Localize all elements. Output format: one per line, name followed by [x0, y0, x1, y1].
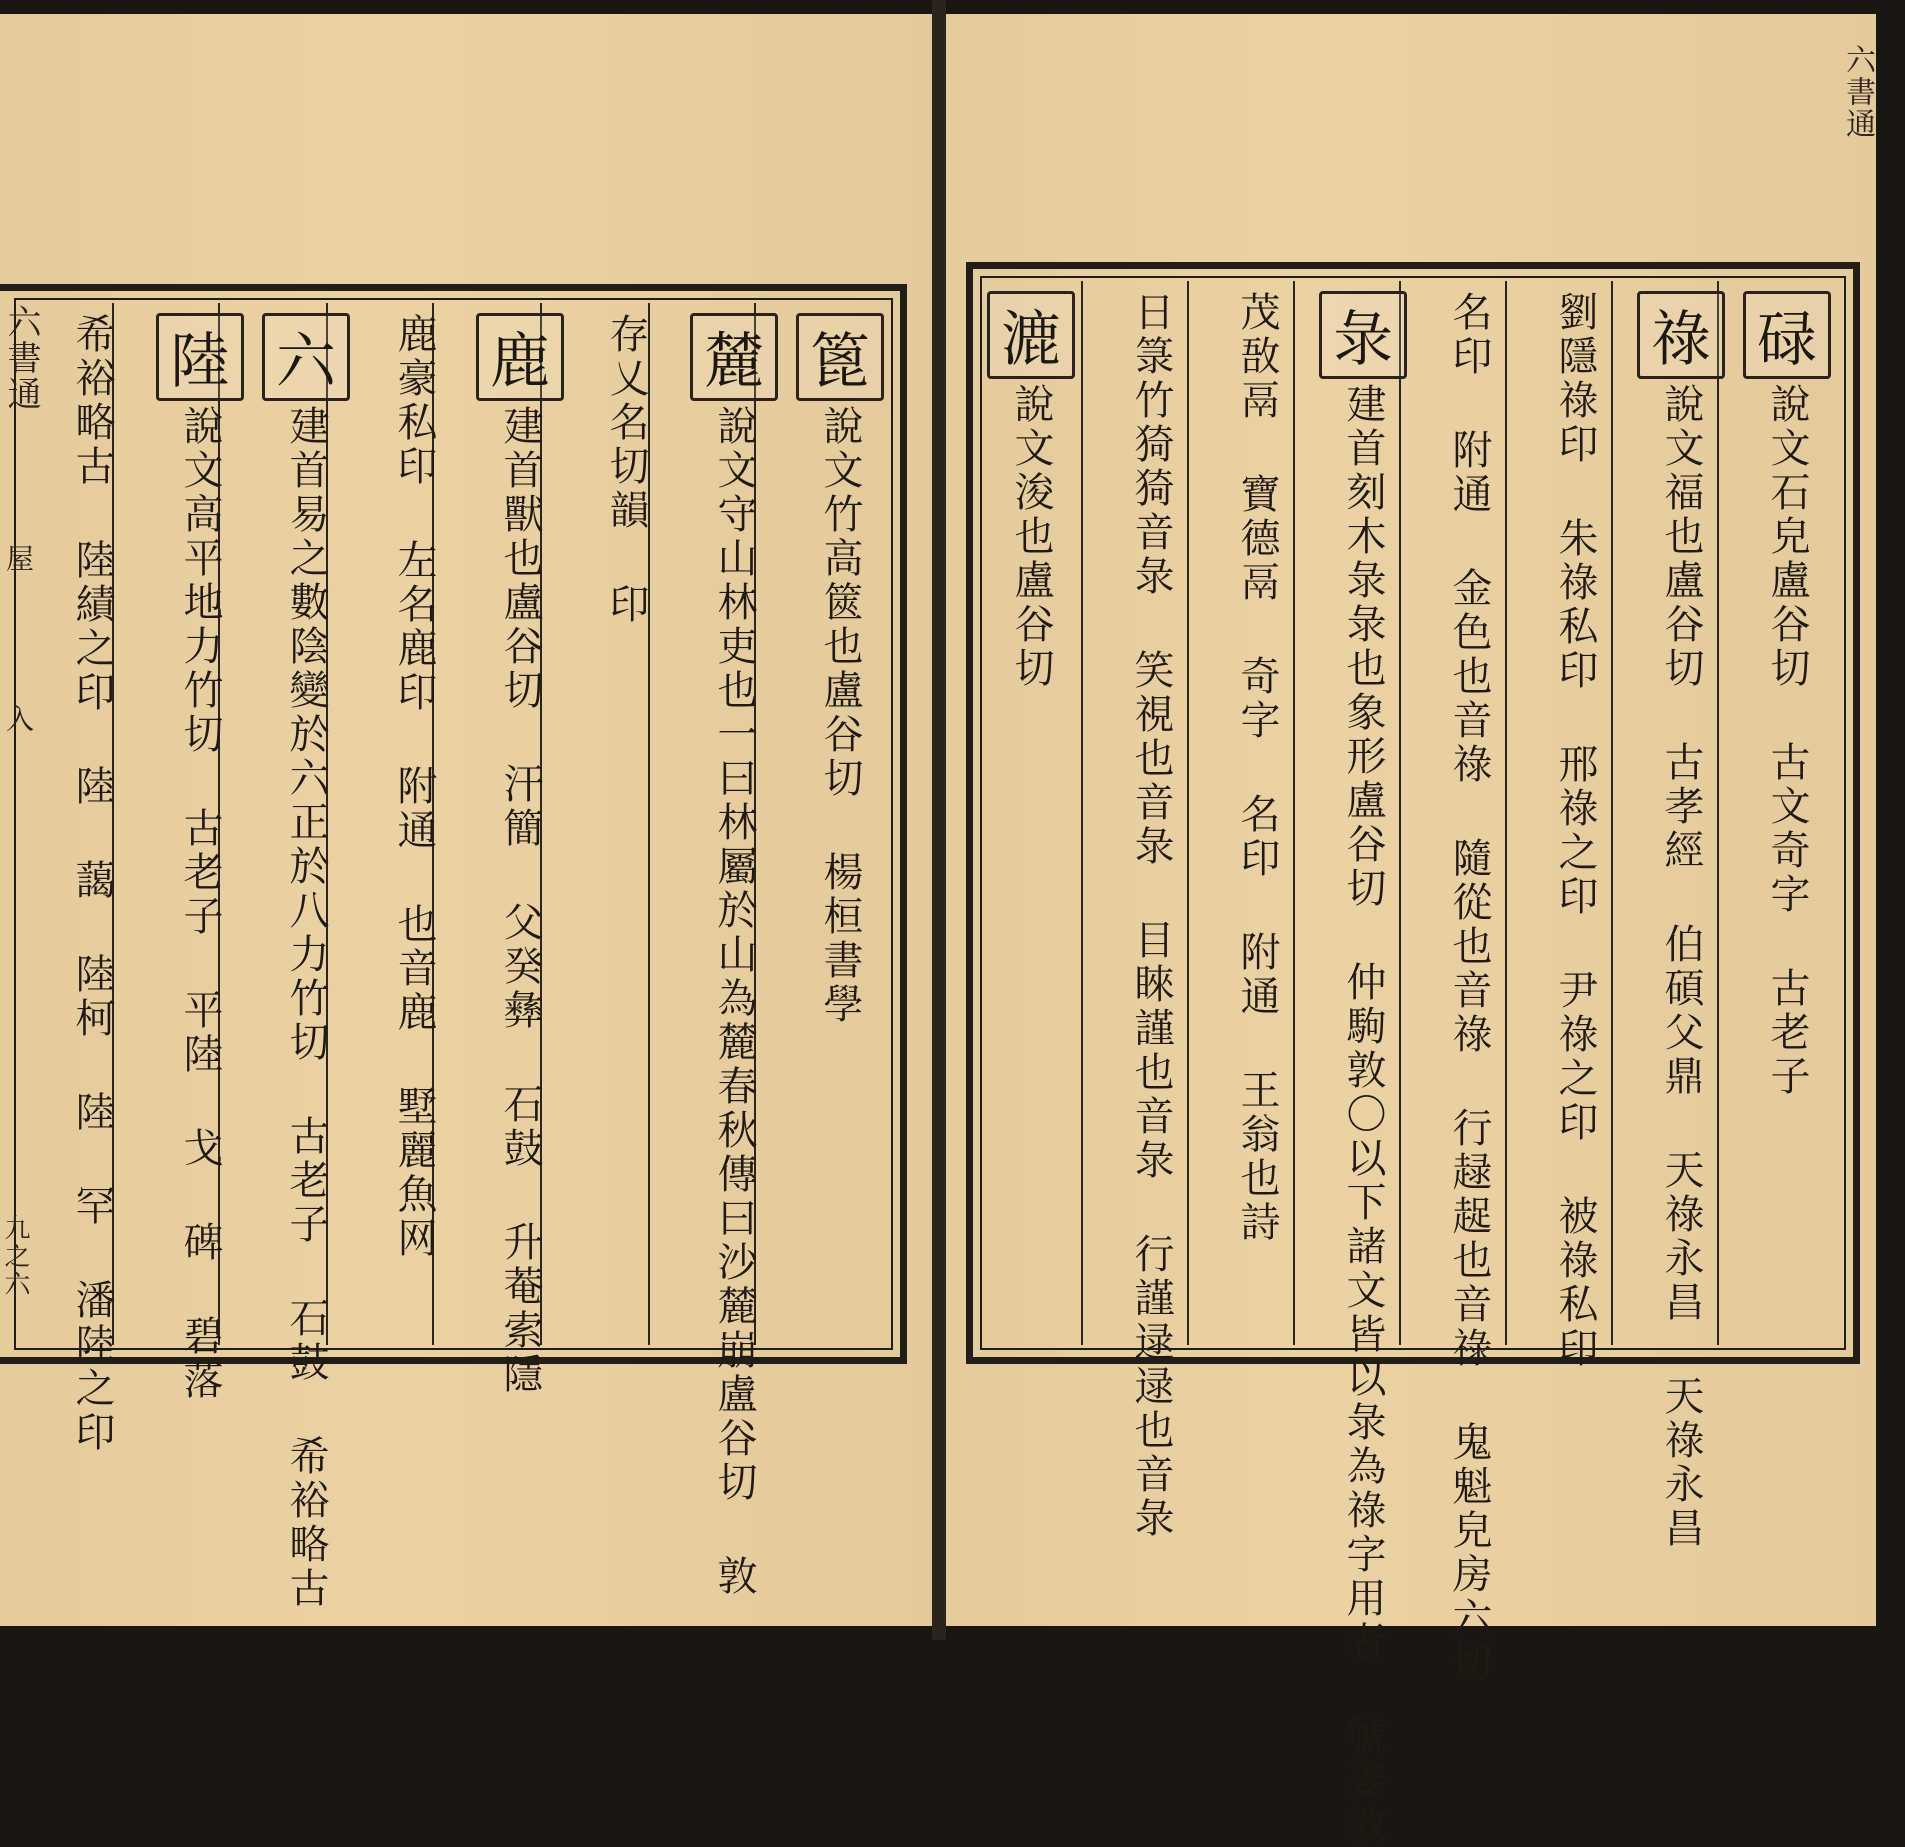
entry-text: 說文竹高篋也盧谷切 楊桓書學 [817, 405, 863, 1027]
entry-head-char: 鹿 [476, 313, 564, 401]
entry-column [1525, 291, 1625, 1371]
entry-text: 說文守山林吏也一曰林屬於山為麓春秋傳曰沙麓崩盧谷切 敦 [711, 405, 757, 1599]
entry-text: 說文福也盧谷切 古孝經 伯碩父鼎 天祿永昌 天祿永昌 [1658, 383, 1704, 1551]
entry-head-char: 碌 [1743, 291, 1831, 379]
entry-text: 名印 附通 金色也音祿 隨從也音祿 行趢趗也音祿 鬼魁皃房六切 [1446, 291, 1492, 1685]
entry-text: 劉隱祿印 朱祿私印 邢祿之印 尹祿之印 被祿私印 [1552, 291, 1598, 1371]
tone-mark: 入 [2, 704, 35, 734]
entry-column [1101, 291, 1201, 1541]
column-rule [1081, 281, 1083, 1345]
right-page-frame [966, 262, 1860, 1847]
entry-column [364, 313, 464, 1337]
entry-text: 建首易之數陰變於六正於八力竹切 古老子 石鼓 希裕略古 [283, 405, 329, 1611]
entry-text: 建首刻木彔彔也象形盧谷切 仲駒敦〇以下諸文皆以彔為祿字用者 虢姜敦 [1340, 383, 1386, 1847]
entry-column [1313, 291, 1413, 1847]
entry-column [150, 313, 250, 1403]
entry-head-char: 陸 [156, 313, 244, 401]
entry-column [256, 313, 356, 1611]
left-page-frame [0, 284, 907, 1611]
entry-column [1737, 291, 1837, 1337]
entry-column [1419, 291, 1519, 1685]
entry-column [1207, 291, 1307, 1337]
entry-text: 存乂名切韻 印 [603, 313, 649, 627]
entry-text: 茂敔鬲 寶德鬲 奇字 名印 附通 王翁也詩 [1234, 291, 1280, 1245]
book-gutter [932, 0, 946, 1640]
entry-text: 鹿豪私印 左名鹿印 附通 也音鹿 墅麗魚网 [391, 313, 437, 1261]
entry-head-char: 麓 [690, 313, 778, 401]
entry-column [981, 291, 1081, 1337]
entry-column [790, 313, 890, 1337]
entry-head-char: 漉 [987, 291, 1075, 379]
entry-column [470, 313, 570, 1397]
entry-text: 說文高平地力竹切 古老子 平陸 戈 碑 碧落 [177, 405, 223, 1403]
side-title: 六書通 [1, 304, 41, 412]
left-page [0, 14, 932, 1626]
right-page [946, 14, 1876, 1847]
entry-column [1631, 291, 1731, 1551]
entry-text: 日箓竹猗猗音彔 笑視也音彔 目睞謹也音彔 行謹逯逯也音彔 [1128, 291, 1174, 1541]
entry-head-char: 彔 [1319, 291, 1407, 379]
entry-column [42, 313, 142, 1455]
entry-head-char: 祿 [1637, 291, 1725, 379]
side-title: 六書通 [1840, 44, 1875, 140]
section-mark: 屋 [2, 544, 35, 574]
entry-head-char: 篦 [796, 313, 884, 401]
entry-text: 說文浚也盧谷切 [1008, 383, 1054, 691]
page-number: 九之六 [0, 1214, 30, 1298]
entry-column [576, 313, 676, 1337]
entry-head-char: 六 [262, 313, 350, 401]
entry-text: 說文石皃盧谷切 古文奇字 古老子 [1764, 383, 1810, 1099]
entry-text: 希裕略古 陸績之印 陸 藹 陸柯 陸 罕 潘陸之印 [69, 313, 115, 1455]
entry-column [684, 313, 784, 1599]
entry-text: 建首獸也盧谷切 汗簡 父癸彝 石鼓 升菴索隱 [497, 405, 543, 1397]
